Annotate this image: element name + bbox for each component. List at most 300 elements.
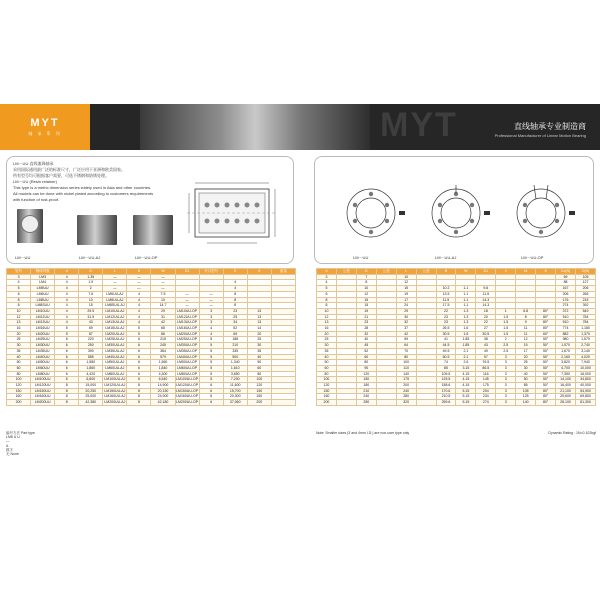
table-cell: 30.5 bbox=[476, 331, 496, 337]
table-cell: 160 bbox=[247, 394, 271, 400]
column-header: D1 bbox=[175, 269, 199, 275]
table-cell: 52 bbox=[223, 326, 247, 332]
table-cell: 14.3 bbox=[476, 303, 496, 309]
table-cell: 42 bbox=[151, 320, 175, 326]
table-cell: 15 bbox=[396, 286, 416, 292]
table-cell: 6 bbox=[199, 383, 223, 389]
column-header: d bbox=[317, 269, 337, 275]
description-line: with function of rust-proof. bbox=[13, 197, 60, 202]
table-cell: — bbox=[103, 286, 127, 292]
table-cell: — bbox=[175, 297, 199, 303]
table-cell: 28 bbox=[356, 326, 376, 332]
table-cell: 13.5 bbox=[436, 291, 456, 297]
right-drawing-panel bbox=[314, 156, 594, 264]
table-cell: 60 bbox=[7, 365, 31, 371]
table-cell: LM5UU bbox=[31, 286, 55, 292]
table-cell: 68 bbox=[151, 326, 175, 332]
table-cell: LM160UU-OP bbox=[176, 394, 199, 399]
table-cell: 7,940 bbox=[575, 360, 595, 366]
table-cell: 25,600 bbox=[556, 394, 576, 400]
table-cell: 30 bbox=[247, 343, 271, 349]
table-cell: 49 bbox=[476, 348, 496, 354]
table-cell: 40 bbox=[516, 371, 536, 377]
table-cell: LM16UU-AJ bbox=[103, 326, 127, 332]
table-cell: LM40UU bbox=[31, 354, 55, 360]
table-cell: 1.1 bbox=[456, 303, 476, 309]
table-cell: 4.15 bbox=[456, 383, 476, 389]
column-header: 公差 bbox=[376, 269, 396, 275]
table-cell: 1.3 bbox=[456, 314, 476, 320]
table-cell: 390 bbox=[79, 348, 103, 354]
table-cell: LM150UU-AJ bbox=[104, 388, 126, 393]
table-cell: 6 bbox=[127, 365, 151, 371]
table-cell: 23 bbox=[223, 308, 247, 314]
table-cell: LM35UU-OP bbox=[175, 348, 199, 354]
table-cell: 7,200 bbox=[223, 377, 247, 383]
table-cell: 29.5 bbox=[79, 308, 103, 314]
table-cell: 80 bbox=[356, 360, 376, 366]
table-cell: 10 bbox=[356, 286, 376, 292]
column-header: θ bbox=[536, 269, 556, 275]
table-cell: 40,000 bbox=[575, 383, 595, 389]
table-cell: 38 bbox=[476, 337, 496, 343]
table-cell: 9 bbox=[516, 320, 536, 326]
table-cell: 26.5 bbox=[436, 326, 456, 332]
table-cell: 120 bbox=[247, 383, 271, 389]
table-cell: 5 bbox=[199, 337, 223, 343]
column-header: 公差 bbox=[416, 269, 436, 275]
table-cell: 85 bbox=[516, 383, 536, 389]
table-cell: 4 bbox=[55, 303, 79, 309]
table-cell: 1,570 bbox=[556, 343, 576, 349]
table-cell: 2.5 bbox=[496, 348, 516, 354]
table-cell: 6 bbox=[55, 365, 79, 371]
table-cell: 1.5 bbox=[496, 320, 516, 326]
table-cell: 12 bbox=[7, 314, 31, 320]
table-cell: 6 bbox=[55, 343, 79, 349]
logo-subtext: 轴 承 系 列 bbox=[28, 131, 62, 136]
part-number-legend bbox=[6, 431, 35, 456]
table-cell: 160 bbox=[7, 394, 31, 400]
table-cell: 1,370 bbox=[575, 331, 595, 337]
column-header: B bbox=[436, 269, 456, 275]
table-cell: 7,350 bbox=[556, 371, 576, 377]
table-cell: LM120UU-OP bbox=[176, 383, 199, 388]
table-cell: 60.5 bbox=[436, 354, 456, 360]
table-cell: 60 bbox=[247, 365, 271, 371]
table-cell: LM80UU bbox=[31, 371, 55, 377]
column-header: θ bbox=[247, 269, 271, 275]
table-cell: 69 bbox=[79, 326, 103, 332]
table-cell: 392 bbox=[575, 303, 595, 309]
table-cell: 882 bbox=[556, 331, 576, 337]
table-cell: 3 bbox=[496, 400, 516, 406]
table-cell: 105.5 bbox=[436, 371, 456, 377]
table-cell: LM100UU bbox=[31, 377, 55, 383]
table-cell: 80° bbox=[536, 314, 556, 320]
table-cell: 8 bbox=[127, 388, 151, 394]
table-cell: 3,140 bbox=[575, 348, 595, 354]
table-cell: 4.15 bbox=[456, 377, 476, 383]
table-cell: LM30UU bbox=[31, 343, 55, 349]
table-cell: 2 bbox=[496, 337, 516, 343]
legend-line: — bbox=[6, 439, 10, 444]
table-cell: 784 bbox=[575, 320, 595, 326]
bearing-section-drawing bbox=[177, 175, 289, 251]
table-cell: 50° bbox=[536, 354, 556, 360]
table-cell: 4 bbox=[55, 297, 79, 303]
table-cell: 3 bbox=[199, 308, 223, 314]
table-cell: 50° bbox=[536, 348, 556, 354]
table-cell: 8 bbox=[223, 303, 247, 309]
table-cell: 4 bbox=[127, 291, 151, 297]
logo-text: MYT bbox=[30, 117, 60, 129]
table-cell: LM10UU-AJ bbox=[103, 308, 127, 314]
table-cell: 8 bbox=[516, 314, 536, 320]
table-cell: 59 bbox=[396, 337, 416, 343]
table-cell: 69,800 bbox=[575, 394, 595, 400]
right-spec-table bbox=[316, 268, 596, 406]
caption-uu: LM···UU bbox=[353, 255, 369, 260]
table-cell: 1.6 bbox=[456, 326, 476, 332]
table-cell: 10 bbox=[151, 297, 175, 303]
table-cell: LM120UU bbox=[31, 383, 55, 389]
column-header: D1 bbox=[476, 269, 496, 275]
table-cell: 4.15 bbox=[456, 371, 476, 377]
table-cell: 120 bbox=[356, 371, 376, 377]
table-cell: 18 bbox=[476, 308, 496, 314]
table-cell: 2,160 bbox=[556, 354, 576, 360]
table-cell: 5.15 bbox=[456, 388, 476, 394]
table-cell: 140 bbox=[516, 400, 536, 406]
table-cell: 100 bbox=[317, 377, 337, 383]
table-cell: 9.6 bbox=[476, 286, 496, 292]
table-cell: 85 bbox=[436, 365, 456, 371]
table-cell: 6 bbox=[55, 377, 79, 383]
table-cell: 8 bbox=[317, 297, 337, 303]
table-cell: 86.5 bbox=[476, 365, 496, 371]
table-cell: 1.5 bbox=[496, 314, 516, 320]
table-cell: 206 bbox=[575, 286, 595, 292]
table-cell: 30 bbox=[317, 343, 337, 349]
table-cell: 4 bbox=[199, 326, 223, 332]
table-cell: LM200UU-AJ bbox=[104, 400, 126, 405]
table-cell: 5 bbox=[127, 326, 151, 332]
table-cell: 234 bbox=[476, 394, 496, 400]
table-cell: 1.5 bbox=[496, 326, 516, 332]
table-cell: 6 bbox=[55, 371, 79, 377]
table-cell: 8 bbox=[223, 291, 247, 297]
table-cell: 1.3 bbox=[456, 308, 476, 314]
legend-line: 编号方法 Part type bbox=[6, 431, 35, 435]
table-cell: 80° bbox=[536, 308, 556, 314]
table-cell: 372 bbox=[556, 308, 576, 314]
table-cell: 80 bbox=[317, 371, 337, 377]
table-cell: 80° bbox=[536, 400, 556, 406]
table-cell: 3 bbox=[199, 320, 223, 326]
table-cell: 8 bbox=[55, 383, 79, 389]
table-cell: 14 bbox=[247, 326, 271, 332]
table-cell: 8 bbox=[55, 388, 79, 394]
table-cell: LM150UU bbox=[31, 388, 55, 394]
table-cell: 54,900 bbox=[575, 388, 595, 394]
table-cell: 1,560 bbox=[151, 360, 175, 366]
column-header: W bbox=[151, 269, 175, 275]
table-cell: 29 bbox=[396, 308, 416, 314]
caption-op: LM···UU-OP bbox=[135, 255, 158, 260]
table-cell: 3 bbox=[496, 365, 516, 371]
left-spec-table bbox=[6, 268, 296, 406]
table-cell: 4,020 bbox=[575, 354, 595, 360]
table-cell: 3 bbox=[7, 274, 31, 280]
table-cell: 274 bbox=[476, 400, 496, 406]
table-row bbox=[317, 400, 596, 406]
table-cell: 74 bbox=[436, 360, 456, 366]
table-cell: 549 bbox=[575, 308, 595, 314]
table-cell: 16 bbox=[7, 326, 31, 332]
column-header: L bbox=[396, 269, 416, 275]
table-cell: LM35UU-AJ bbox=[103, 348, 127, 354]
table-cell: 37,060 bbox=[223, 400, 247, 406]
table-cell: LM60UU bbox=[31, 365, 55, 371]
table-cell: — bbox=[103, 280, 127, 286]
table-cell: 80 bbox=[7, 371, 31, 377]
table-cell: 5 bbox=[199, 365, 223, 371]
table-cell: 49.5 bbox=[436, 348, 456, 354]
brand-logo[interactable] bbox=[0, 104, 90, 150]
table-cell: 240 bbox=[396, 388, 416, 394]
legend-line: 数字 bbox=[6, 447, 13, 452]
table-cell: 15 bbox=[356, 297, 376, 303]
table-cell: 69 bbox=[556, 274, 576, 280]
table-cell: 280 bbox=[396, 394, 416, 400]
table-cell: 6 bbox=[127, 348, 151, 354]
table-cell: 5 bbox=[55, 331, 79, 337]
table-cell: 8 bbox=[356, 280, 376, 286]
table-cell: LM20UU-OP bbox=[175, 331, 199, 337]
table-cell: 274 bbox=[556, 303, 576, 309]
table-cell: 1,610 bbox=[223, 365, 247, 371]
table-cell bbox=[271, 400, 295, 406]
table-cell: 80 bbox=[396, 354, 416, 360]
table-cell: 13 bbox=[247, 320, 271, 326]
table-cell: 500 bbox=[223, 354, 247, 360]
description-line: LM···UU 直线滚珠轴承 bbox=[13, 161, 54, 166]
table-cell: 42 bbox=[396, 331, 416, 337]
table-cell: 50° bbox=[536, 343, 556, 349]
table-cell: 215 bbox=[575, 297, 595, 303]
table-cell: 6 bbox=[127, 337, 151, 343]
table-cell: 5 bbox=[317, 286, 337, 292]
table-cell: 3 bbox=[496, 383, 516, 389]
table-cell: 280 bbox=[356, 400, 376, 406]
table-cell: 8 bbox=[223, 297, 247, 303]
table-cell: 6 bbox=[199, 394, 223, 400]
table-cell: 1 bbox=[496, 308, 516, 314]
table-cell: LM20UU-AJ bbox=[103, 331, 127, 337]
table-cell: 100 bbox=[396, 360, 416, 366]
table-cell: 170.6 bbox=[436, 388, 456, 394]
description-line: 采用国际通用最广泛的标准尺寸，广泛应用于亚洲和欧美国家。 bbox=[13, 167, 125, 172]
column-header: D bbox=[356, 269, 376, 275]
table-cell: 175 bbox=[476, 383, 496, 389]
table-cell: 200 bbox=[396, 383, 416, 389]
table-cell: 7.5 bbox=[151, 291, 175, 297]
caption-aj: LM···UU-AJ bbox=[435, 255, 457, 260]
table-cell: 13 bbox=[7, 320, 31, 326]
column-header: 重量 bbox=[271, 269, 295, 275]
table-cell: 14,100 bbox=[556, 377, 576, 383]
table-cell: 40 bbox=[7, 354, 31, 360]
table-cell: 7.6 bbox=[79, 291, 103, 297]
table-cell: 15 bbox=[79, 303, 103, 309]
table-cell: 10.2 bbox=[436, 286, 456, 292]
table-cell: 320 bbox=[396, 400, 416, 406]
table-cell: 76.5 bbox=[476, 360, 496, 366]
table-cell: 1,840 bbox=[151, 365, 175, 371]
table-cell: LM60UU-AJ bbox=[103, 365, 127, 371]
table-cell: 2.1 bbox=[456, 354, 476, 360]
header-title-cn: 直线轴承专业制造商 bbox=[514, 122, 586, 131]
table-cell: 6 bbox=[199, 400, 223, 406]
table-cell: 20,300 bbox=[223, 394, 247, 400]
table-cell: 25 bbox=[317, 337, 337, 343]
table-cell: 150 bbox=[247, 388, 271, 394]
table-cell: LM30UU-OP bbox=[175, 343, 199, 349]
table-cell: 220 bbox=[79, 337, 103, 343]
table-cell: 4,300 bbox=[151, 371, 175, 377]
table-cell: 8 bbox=[127, 394, 151, 400]
table-cell: 4 bbox=[55, 320, 79, 326]
table-cell: 34 bbox=[223, 320, 247, 326]
table-cell: 145 bbox=[476, 377, 496, 383]
table-cell: 1.1 bbox=[456, 286, 476, 292]
table-cell: LM13UU-AJ bbox=[103, 320, 127, 326]
table-cell: 12 bbox=[396, 280, 416, 286]
table-cell: 27 bbox=[476, 326, 496, 332]
table-cell: 4 bbox=[55, 280, 79, 286]
column-header: B bbox=[127, 269, 151, 275]
table-cell: — bbox=[199, 297, 223, 303]
table-cell: — bbox=[151, 274, 175, 280]
table-cell: 204 bbox=[476, 388, 496, 394]
table-cell: 6 bbox=[317, 291, 337, 297]
table-cell: 15,000 bbox=[79, 383, 103, 389]
table-cell: 25 bbox=[223, 314, 247, 320]
table-cell: 4 bbox=[199, 331, 223, 337]
table-cell: 206 bbox=[556, 291, 576, 297]
table-cell: 20 bbox=[317, 331, 337, 337]
table-cell: 158.6 bbox=[436, 383, 456, 389]
table-cell: 29 bbox=[151, 308, 175, 314]
caption-aj: LM···UU-AJ bbox=[79, 255, 101, 260]
table-cell: 1.9 bbox=[79, 280, 103, 286]
table-cell: 1.3 bbox=[456, 320, 476, 326]
table-cell: LM50UU bbox=[31, 360, 55, 366]
column-header: E bbox=[223, 269, 247, 275]
table-cell: LM30UU-AJ bbox=[103, 343, 127, 349]
banner-ghost-logo: MYT bbox=[380, 106, 458, 144]
table-cell: 25 bbox=[7, 337, 31, 343]
header-title-en: Professional Manufacturer of Linear Motion Bearing bbox=[494, 133, 586, 138]
table-cell: 3 bbox=[496, 354, 516, 360]
table-cell: 8 bbox=[127, 383, 151, 389]
table-cell: 10 bbox=[317, 308, 337, 314]
table-cell: 50 bbox=[516, 377, 536, 383]
table-cell: 8 bbox=[55, 400, 79, 406]
table-cell: 5 bbox=[199, 348, 223, 354]
table-cell: LM120UU-AJ bbox=[104, 383, 126, 388]
table-cell: 4 bbox=[55, 314, 79, 320]
table-cell: 17.5 bbox=[436, 303, 456, 309]
table-cell: 3 bbox=[496, 394, 516, 400]
table-cell: LM100UU-OP bbox=[176, 377, 199, 382]
table-cell: 35 bbox=[317, 348, 337, 354]
table-cell: 1.1 bbox=[456, 291, 476, 297]
table-cell: 6 bbox=[7, 291, 31, 297]
table-cell: 5 bbox=[199, 371, 223, 377]
table-cell: 384 bbox=[151, 348, 175, 354]
table-cell: 60 bbox=[356, 354, 376, 360]
table-cell: 90 bbox=[356, 365, 376, 371]
table-cell: 41 bbox=[436, 337, 456, 343]
table-cell: 5 bbox=[199, 343, 223, 349]
note-left: Note: Smaller sizes (3 and 4mm I.D.) are non-user type only bbox=[316, 431, 410, 435]
table-cell: 210 bbox=[223, 343, 247, 349]
caption-op: LM···UU-OP bbox=[521, 255, 544, 260]
description-line: 所有型号均可根据客户需要，可选不锈钢和防锈处理。 bbox=[13, 173, 109, 178]
table-cell: LM16UU bbox=[31, 326, 55, 332]
column-header: 开口型号 bbox=[199, 269, 223, 275]
column-header: d bbox=[55, 269, 79, 275]
table-cell: LM3 bbox=[31, 274, 55, 280]
column-header: h1 bbox=[516, 269, 536, 275]
table-cell: 7 bbox=[356, 274, 376, 280]
table-cell: 87 bbox=[79, 331, 103, 337]
table-cell: 50° bbox=[536, 371, 556, 377]
column-header: Co(N) bbox=[556, 269, 576, 275]
table-cell: 5 bbox=[55, 326, 79, 332]
description-line: This type is a metric dimension series widely used in Asia and other countries. bbox=[13, 185, 152, 190]
table-cell: 150 bbox=[7, 388, 31, 394]
table-cell: 2.6 bbox=[456, 360, 476, 366]
table-cell: 22 bbox=[436, 308, 456, 314]
table-cell: 16,400 bbox=[556, 383, 576, 389]
table-cell: 4,700 bbox=[556, 365, 576, 371]
description-line: LM···UU (Resin retainer) bbox=[13, 179, 58, 184]
table-cell: 30 bbox=[396, 314, 416, 320]
table-cell: 11,600 bbox=[223, 383, 247, 389]
table-cell: 6.8 bbox=[516, 308, 536, 314]
bearing-seal-icon bbox=[21, 215, 39, 233]
table-cell: LM8SUU bbox=[31, 303, 55, 309]
table-cell: 200 bbox=[247, 400, 271, 406]
table-cell: 43 bbox=[79, 320, 103, 326]
table-cell: 125.5 bbox=[436, 377, 456, 383]
table-cell: 2 bbox=[79, 286, 103, 292]
table-cell: 16,000 bbox=[575, 371, 595, 377]
table-cell: 31 bbox=[151, 314, 175, 320]
table-cell: 210 bbox=[356, 388, 376, 394]
table-cell: LM8SUU-AJ bbox=[103, 303, 127, 309]
table-cell: — bbox=[151, 280, 175, 286]
table-cell: 12 bbox=[317, 314, 337, 320]
table-cell: LM50UU-AJ bbox=[103, 360, 127, 366]
table-cell: 43 bbox=[476, 343, 496, 349]
table-cell: 11.5 bbox=[476, 291, 496, 297]
table-cell: 980 bbox=[556, 337, 576, 343]
table-cell: 25,000 bbox=[79, 394, 103, 400]
